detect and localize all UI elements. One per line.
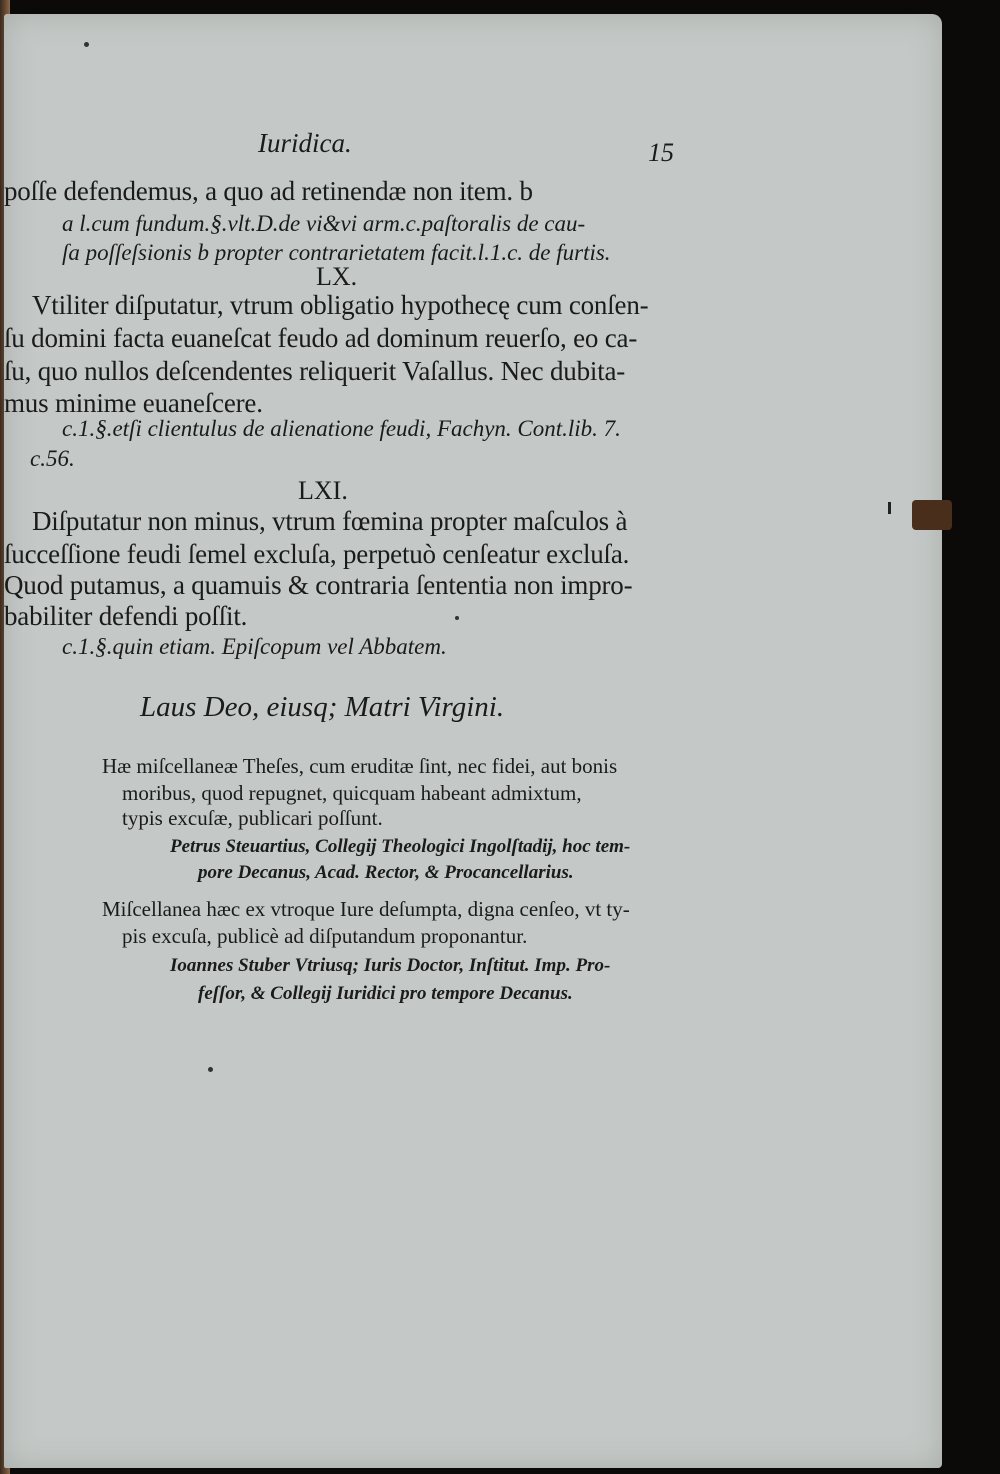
signature-line: pore Decanus, Acad. Rector, & Procancellarius.: [198, 862, 574, 883]
footnote-line: c.1.§.quin etiam. Epiſcopum vel Abbatem.: [62, 634, 447, 659]
signature-line: feſſor, & Collegij Iuridici pro tempore Decanus.: [198, 983, 573, 1004]
closing-line: Laus Deo, eiusq; Matri Virgini.: [140, 691, 505, 723]
imprimatur-line: Hæ miſcellaneæ Theſes, cum eruditæ ſint, nec fidei, aut bonis: [102, 754, 618, 778]
footnote-line: c.56.: [30, 446, 75, 471]
thesis-61-line: Diſputatur non minus, vtrum fœmina propter maſculos à: [32, 506, 628, 536]
imprimatur-line: moribus, quod repugnet, quicquam habeant admixtum,: [122, 781, 582, 805]
paper-speck: [208, 1067, 213, 1072]
imprimatur-line: typis excuſæ, publicari poſſunt.: [122, 806, 383, 830]
thesis-61-line: babiliter defendi poſſit.: [4, 601, 248, 631]
paper-speck: [84, 42, 89, 47]
imprimatur-line: Miſcellanea hæc ex vtroque Iure deſumpta, digna cenſeo, vt ty-: [102, 897, 630, 921]
thesis-60-line: ſu domini facta euaneſcat feudo ad dominum reuerſo, eo ca-: [4, 323, 638, 353]
page-tab-marker: [912, 500, 952, 530]
footnote-line: c.1.§.etſi clientulus de alienatione feudi, Fachyn. Cont.lib. 7.: [62, 416, 621, 441]
running-title: Iuridica.: [258, 128, 352, 158]
thesis-59-line: poſſe defendemus, a quo ad retinendæ non item. b: [4, 176, 533, 206]
imprimatur-line: pis excuſa, publicè ad diſputandum proponantur.: [122, 924, 528, 948]
signature-line: Petrus Steuartius, Collegij Theologici Ingolſtadij, hoc tem-: [170, 836, 631, 857]
thesis-61-line: Quod putamus, a quamuis & contraria ſententia non impro-: [4, 570, 633, 600]
paper-speck: [455, 616, 459, 620]
thesis-60-line: ſu, quo nullos deſcendentes reliquerit Vaſallus. Nec dubita-: [4, 356, 626, 386]
signature-line: Ioannes Stuber Vtriusq; Iuris Doctor, Inſtitut. Imp. Pro-: [170, 955, 611, 976]
footnote-line: a l.cum fundum.§.vlt.D.de vi&vi arm.c.paſtoralis de cau-: [62, 211, 586, 236]
thesis-60-line: Vtiliter diſputatur, vtrum obligatio hypothecę cum conſen-: [32, 290, 649, 320]
thesis-heading-60: LX.: [316, 262, 358, 291]
thesis-60-line: mus minime euaneſcere.: [4, 388, 263, 418]
page-number: 15: [648, 138, 674, 167]
thesis-heading-61: LXI.: [298, 476, 348, 505]
footnote-line: ſa poſſeſsionis b propter contrarietatem facit.l.1.c. de furtis.: [62, 240, 611, 265]
ink-mark: [888, 502, 891, 514]
thesis-61-line: ſucceſſione feudi ſemel excluſa, perpetuò cenſeatur excluſa.: [4, 539, 630, 569]
